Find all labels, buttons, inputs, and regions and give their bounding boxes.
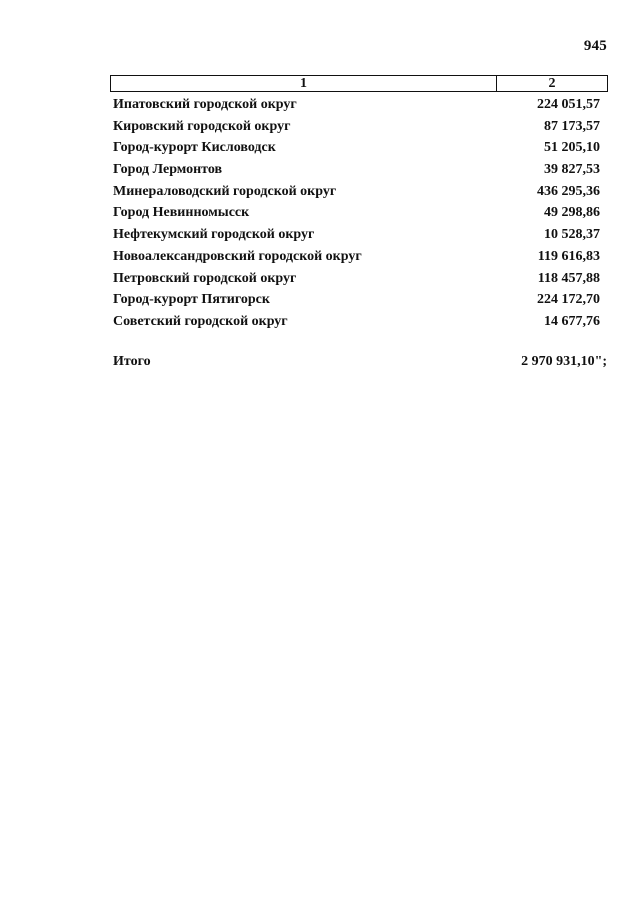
municipality-name: Город Невинномысск (113, 205, 250, 221)
amount-value: 87 173,57 (544, 118, 600, 134)
table-row (113, 205, 600, 227)
municipality-name: Город-курорт Пятигорск (113, 292, 270, 308)
municipality-name: Новоалександровский городской округ (113, 248, 362, 264)
total-value: 2 970 931,10"; (521, 354, 607, 369)
column-header-1: 1 (111, 76, 497, 91)
column-header-row (110, 75, 608, 92)
municipality-name: Город Лермонтов (113, 162, 223, 178)
table-row (113, 314, 600, 336)
table-row (113, 97, 600, 119)
amount-value: 10 528,37 (544, 227, 600, 243)
table-row (113, 140, 600, 162)
amount-value: 436 295,36 (537, 183, 600, 199)
municipality-name: Нефтекумский городской округ (113, 227, 315, 243)
table-body (113, 97, 600, 336)
amount-value: 51 205,10 (544, 140, 600, 156)
total-row (113, 354, 607, 370)
municipality-name: Кировский городской округ (113, 118, 291, 134)
amount-value: 119 616,83 (537, 248, 600, 264)
column-header-2: 2 (548, 75, 556, 91)
amount-value: 39 827,53 (544, 162, 600, 178)
page-number: 945 (583, 38, 607, 54)
table-row (113, 292, 600, 314)
table-row (113, 184, 600, 206)
municipality-name: Город-курорт Кисловодск (113, 140, 276, 156)
amount-value: 118 457,88 (537, 270, 600, 286)
amount-value: 224 051,57 (537, 97, 600, 112)
table-row (113, 227, 600, 249)
amount-value: 49 298,86 (544, 205, 600, 221)
municipality-name: Ипатовский городской округ (113, 97, 297, 112)
municipality-name: Советский городской округ (113, 313, 288, 329)
table-row (113, 249, 600, 271)
table-row (113, 162, 600, 184)
table-row (113, 271, 600, 293)
table-row (113, 119, 600, 141)
total-label: Итого (113, 354, 151, 369)
amount-value: 14 677,76 (544, 313, 600, 329)
municipality-name: Минераловодский городской округ (113, 183, 337, 199)
municipality-name: Петровский городской округ (113, 270, 297, 286)
amount-value: 224 172,70 (537, 292, 600, 308)
